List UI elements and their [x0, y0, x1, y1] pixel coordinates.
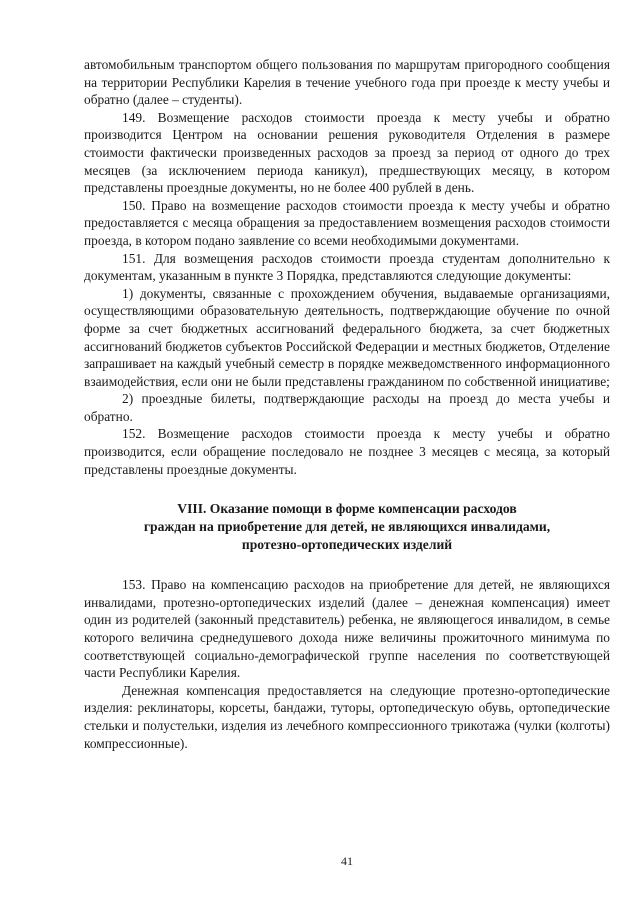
paragraph-152: 152. Возмещение расходов стоимости проезда к месту учебы и обратно производится, если обращение последовало не позднее 3 месяцев с месяца, за который представлены проездные документы.	[84, 426, 610, 477]
paragraph-153-list: Денежная компенсация предоставляется на следующие протезно-ортопедические изделия: реклинаторы, корсеты, бандажи, туторы, ортопедическую обувь, ортопедические стельки и полустельки, изделия из лечебного компрессионного трикотажа (чулки (колготы) компрессионные).	[84, 682, 610, 751]
section-heading	[84, 500, 610, 554]
section-heading-line-1: VIII. Оказание помощи в форме компенсации расходов	[177, 501, 517, 517]
page-number: 41	[341, 854, 353, 868]
body-text-bottom	[84, 576, 610, 752]
paragraph-151: 151. Для возмещения расходов стоимости проезда студентам дополнительно к документам, указанным в пункте 3 Порядка, представляются следующие документы:	[84, 250, 610, 284]
section-heading-line-2: граждан на приобретение для детей, не являющихся инвалидами,	[143, 519, 551, 535]
paragraph-151-item-2: 2) проездные билеты, подтверждающие расходы на проезд до места учебы и обратно.	[84, 391, 610, 424]
section-heading-line-3: протезно-ортопедических изделий	[241, 537, 453, 553]
paragraph-153: 153. Право на компенсацию расходов на приобретение для детей, не являющихся инвалидами, протезно-ортопедических изделий (далее – денежная компенсация) имеет один из родителей (законный представитель) ребенка, не являющегося инвалидом, в семье которого величина среднедушевого дохода ниже величины прожиточного минимума по соответствующей социально-демографической группе населения по соответствующей части Республики Карелия.	[84, 577, 610, 681]
paragraph-149: 149. Возмещение расходов стоимости проезда к месту учебы и обратно производится Центром на основании решения руководителя Отделения в размере стоимости фактически произведенных расходов за проезд за период от одного до трех месяцев (за исключением периода каникул), предшествующих месяцу, в котором представлены проездные документы, но не более 400 рублей в день.	[84, 109, 610, 196]
body-text-top	[84, 56, 610, 478]
paragraph-151-item-1: 1) документы, связанные с прохождением обучения, выдаваемые организациями, осуществляющими образовательную деятельность, подтверждающие обучение по очной форме за счет бюджетных ассигнований федерального бюджета, за счет бюджетных ассигнований бюджетов субъектов Российской Федерации и местных бюджетов, Отделение запрашивает на каждый учебный семестр в порядке межведомственного информационного взаимодействия, если они не были представлены гражданином по собственной инициативе;	[84, 285, 610, 389]
paragraph-150: 150. Право на возмещение расходов стоимости проезда к месту учебы и обратно предоставляется с месяца обращения за предоставлением возмещения расходов стоимости проезда, в котором подано заявление со всеми необходимыми документами.	[84, 197, 610, 248]
paragraph-continuation: автомобильным транспортом общего пользования по маршрутам пригородного сообщения на территории Республики Карелия в течение учебного года при проезде к месту учебы и обратно (далее – студенты).	[84, 57, 610, 108]
